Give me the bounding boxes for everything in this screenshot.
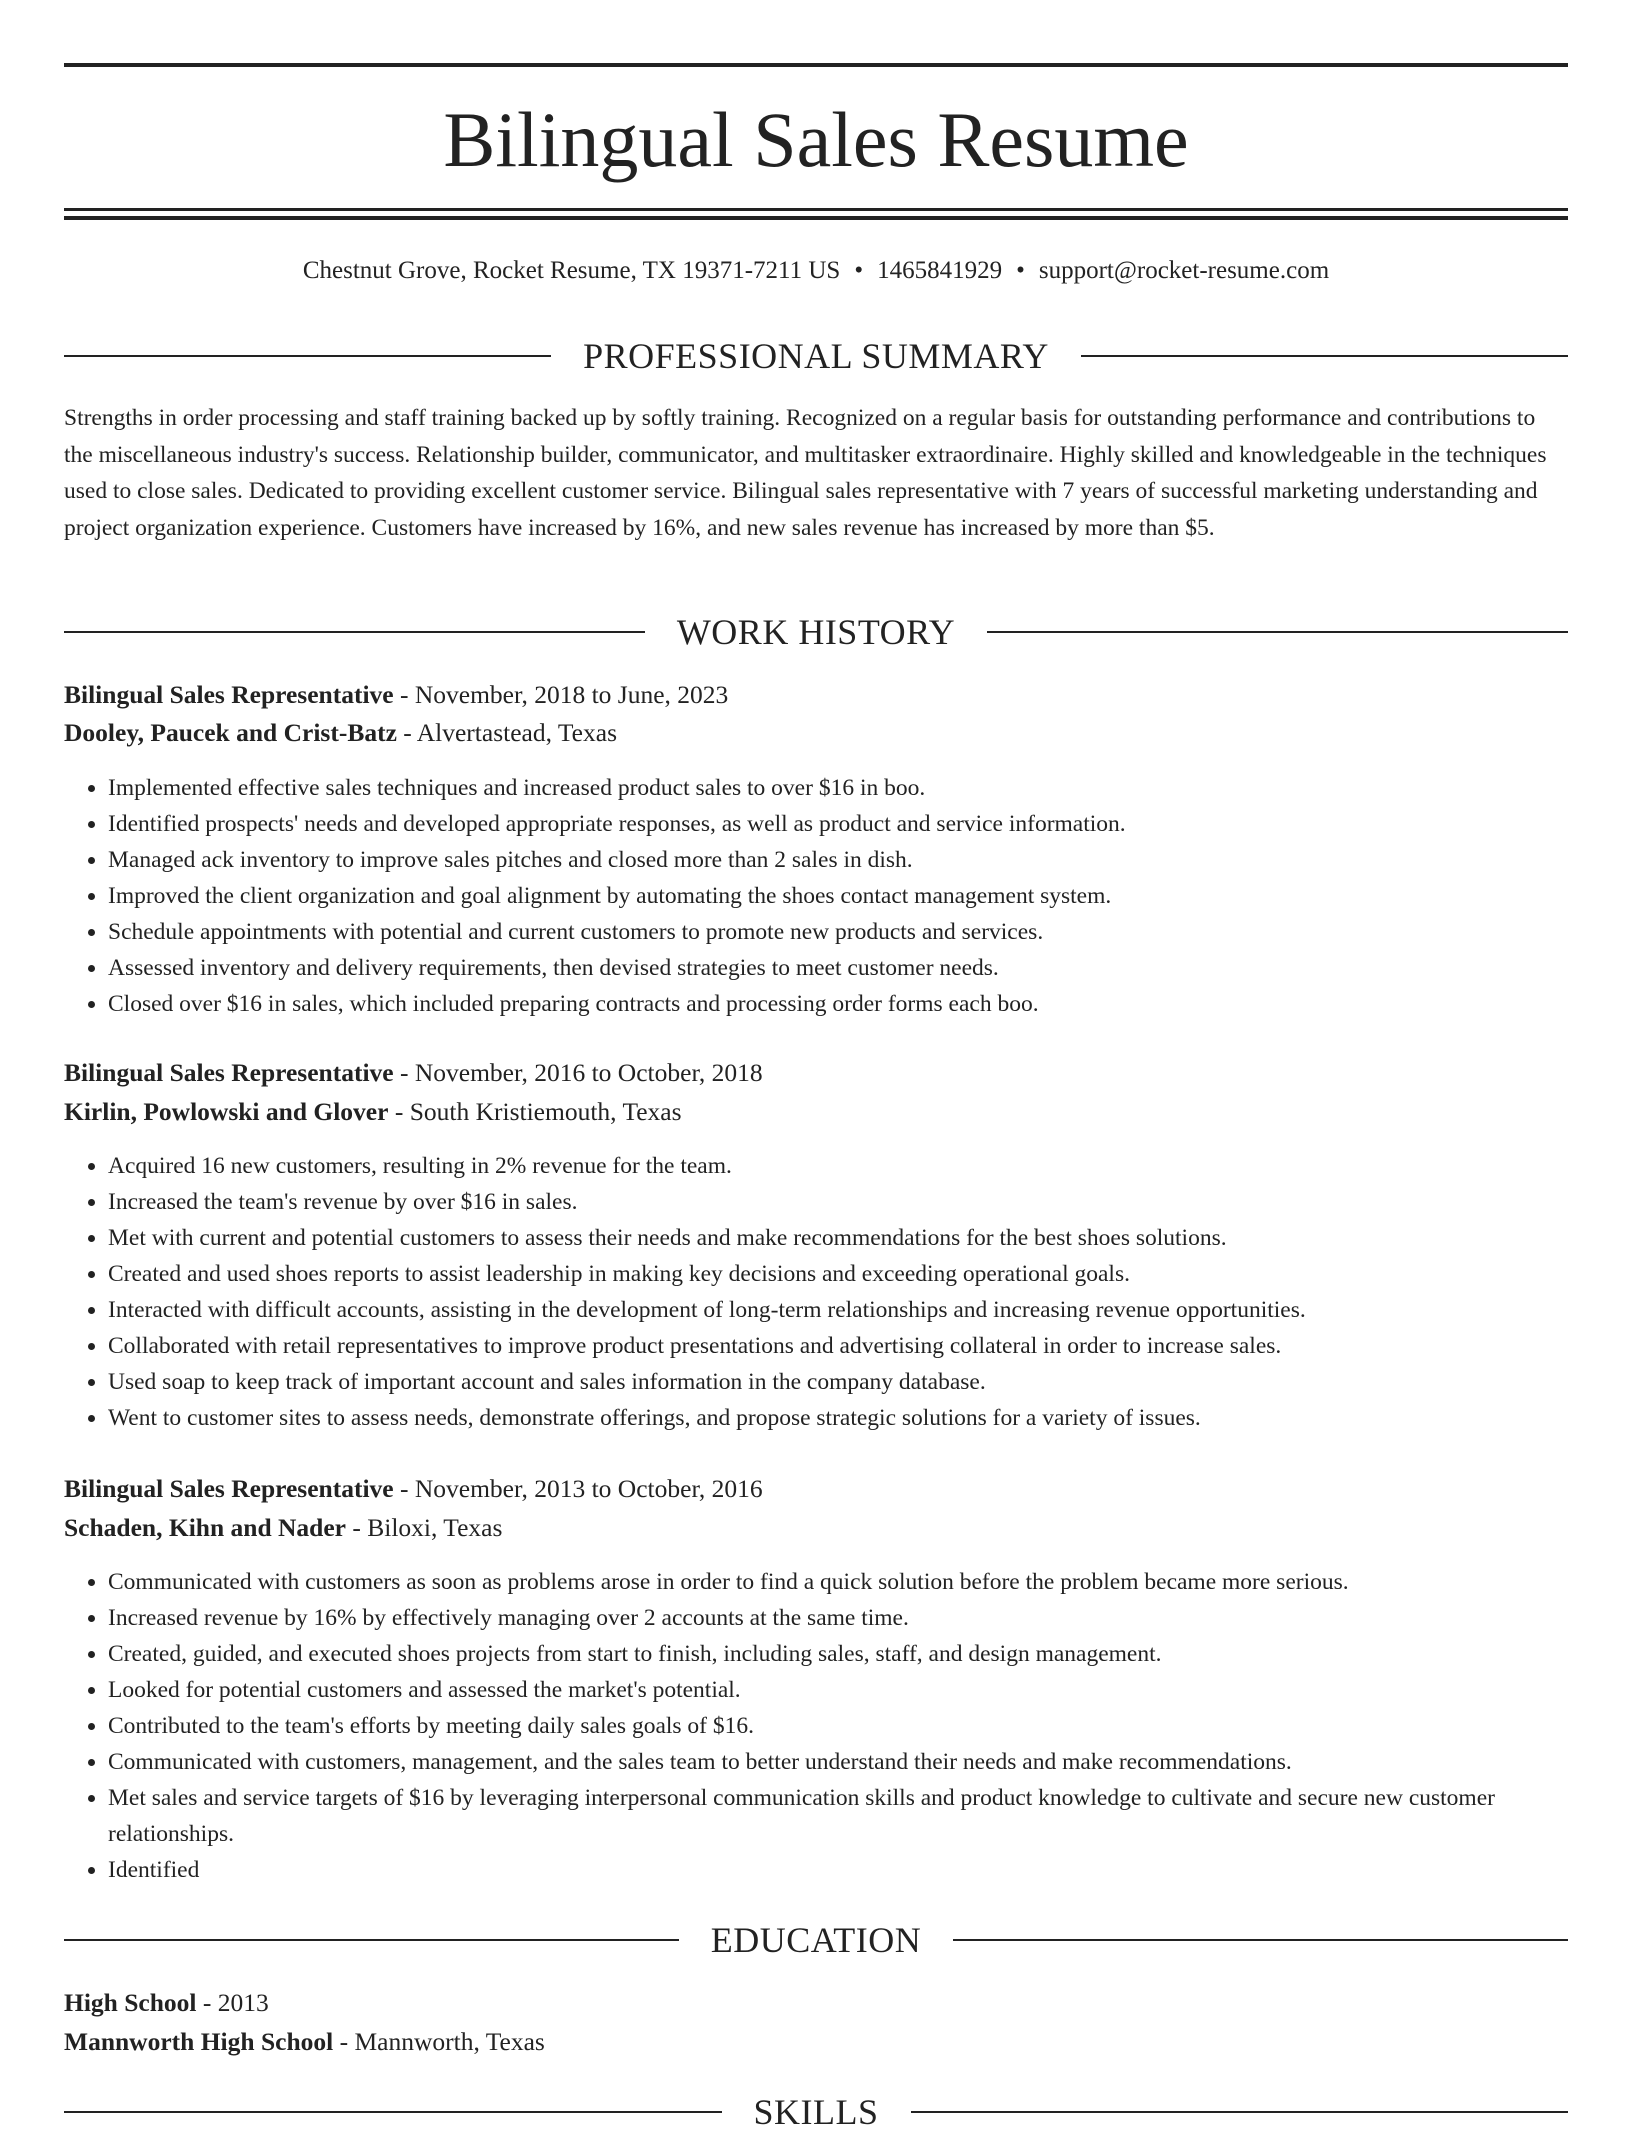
resume-title: Bilingual Sales Resume: [443, 96, 1189, 183]
list-item: • Identified prospects' needs and developed appropriate responses, as well as product and service information.: [108, 806, 1568, 842]
title-double-rule-lower: [64, 216, 1568, 220]
education-location: - Mannworth, Texas: [333, 2027, 545, 2056]
list-item: • Managed ack inventory to improve sales pitches and closed more than 2 sales in dish.: [108, 842, 1568, 878]
list-item: • Looked for potential customers and assessed the market's potential.: [108, 1672, 1568, 1708]
list-item: • Schedule appointments with potential and current customers to promote new products and services.: [108, 914, 1568, 950]
contact-address: Chestnut Grove, Rocket Resume, TX 19371-7211 US: [302, 257, 841, 284]
list-item: • Assessed inventory and delivery requirements, then devised strategies to meet customer needs.: [108, 950, 1568, 986]
job-title-line: [64, 1054, 1568, 1092]
list-item: • Increased revenue by 16% by effectively managing over 2 accounts at the same time.: [108, 1600, 1568, 1636]
title-double-rule-upper: [64, 208, 1568, 211]
education-degree-line: [64, 1984, 1568, 2022]
section-title: SKILLS: [753, 2092, 879, 2132]
job-title: Bilingual Sales Representative: [64, 680, 394, 709]
list-item: • Implemented effective sales techniques and increased product sales to over $16 in boo.: [108, 770, 1568, 806]
list-item: • Communicated with customers, management, and the sales team to better understand their needs and make recommendations.: [108, 1744, 1568, 1780]
job-bullet-list: [64, 770, 1568, 1022]
list-item: • Increased the team's revenue by over $16 in sales.: [108, 1184, 1568, 1220]
list-item: • Interacted with difficult accounts, assisting in the development of long-term relationships and increasing revenue opportunities.: [108, 1292, 1568, 1328]
job-company-line: [64, 1093, 1568, 1131]
heading-rule-left: [64, 2111, 722, 2113]
list-item: • Used soap to keep track of important account and sales information in the company database.: [108, 1364, 1568, 1400]
job-location: - Biloxi, Texas: [346, 1513, 503, 1542]
list-item: • Collaborated with retail representatives to improve product presentations and advertising collateral in order to increase sales.: [108, 1328, 1568, 1364]
job-dates: - November, 2018 to June, 2023: [393, 680, 729, 709]
section-heading-skills: [64, 2088, 1568, 2136]
summary-text: Strengths in order processing and staff training backed up by softly training. Recognized on a regular basis for outstanding performance and contributions to the miscellaneous industry's success. Relationship builder, communicator, and multitasker extraordinaire. Highly skilled and knowledgeable in the techniques used to close sales. Dedicated to providing excellent customer service. Bilingual sales representative with 7 years of successful marketing understanding and project organization experience. Customers have increased by 16%, and new sales revenue has increased by more than $5.: [64, 405, 1547, 541]
list-item: • Went to customer sites to assess needs, demonstrate offerings, and propose strategic solutions for a variety of issues.: [108, 1400, 1568, 1436]
list-item: • Met with current and potential customers to assess their needs and make recommendations for the best shoes solutions.: [108, 1220, 1568, 1256]
job-company: Dooley, Paucek and Crist-Batz: [64, 718, 397, 747]
section-heading-summary: [64, 332, 1568, 380]
list-item: • Contributed to the team's efforts by meeting daily sales goals of $16.: [108, 1708, 1568, 1744]
list-item: • Identified: [108, 1852, 1568, 1888]
heading-rule-right: [911, 2111, 1569, 2113]
education-school: Mannworth High School: [64, 2027, 334, 2056]
heading-rule-right: [1081, 355, 1568, 357]
list-item: • Closed over $16 in sales, which included preparing contracts and processing order forms each boo.: [108, 986, 1568, 1022]
education-year: - 2013: [196, 1988, 269, 2017]
heading-rule-right: [953, 1939, 1568, 1941]
list-item: • Created, guided, and executed shoes projects from start to finish, including sales, staff, and design management.: [108, 1636, 1568, 1672]
job-company: Schaden, Kihn and Nader: [64, 1513, 346, 1542]
list-item: • Communicated with customers as soon as problems arose in order to find a quick solution before the problem became more serious.: [108, 1564, 1568, 1600]
contact-line: [64, 253, 1568, 289]
section-heading-education: [64, 1916, 1568, 1964]
section-title: EDUCATION: [710, 1920, 922, 1960]
job-bullet-list: [64, 1148, 1568, 1436]
job-title: Bilingual Sales Representative: [64, 1474, 394, 1503]
list-item: • Acquired 16 new customers, resulting in 2% revenue for the team.: [108, 1148, 1568, 1184]
heading-rule-left: [64, 355, 551, 357]
job-dates: - November, 2016 to October, 2018: [393, 1058, 763, 1087]
section-title: PROFESSIONAL SUMMARY: [583, 336, 1049, 376]
list-item: • Created and used shoes reports to assist leadership in making key decisions and exceeding operational goals.: [108, 1256, 1568, 1292]
job-location: - Alvertastead, Texas: [396, 718, 617, 747]
job-title: Bilingual Sales Representative: [64, 1058, 394, 1087]
section-heading-work-history: [64, 608, 1568, 656]
job-dates: - November, 2013 to October, 2016: [393, 1474, 763, 1503]
job-title-line: [64, 676, 1568, 714]
job-location: - South Kristiemouth, Texas: [388, 1097, 682, 1126]
heading-rule-right: [987, 631, 1568, 633]
top-rule: [64, 63, 1568, 67]
job-title-line: [64, 1470, 1568, 1508]
education-school-line: [64, 2023, 1568, 2061]
job-company-line: [64, 714, 1568, 752]
list-item: • Met sales and service targets of $16 by leveraging interpersonal communication skills and product knowledge to cultivate and secure new customer relationships.: [108, 1780, 1568, 1852]
contact-email: support@rocket-resume.com: [1038, 257, 1330, 284]
contact-phone: 1465841929: [877, 257, 1003, 284]
job-bullet-list: [64, 1564, 1568, 1888]
contact-separator: •: [854, 257, 864, 284]
list-item: • Improved the client organization and goal alignment by automating the shoes contact management system.: [108, 878, 1568, 914]
section-title: WORK HISTORY: [676, 612, 956, 652]
job-company: Kirlin, Powlowski and Glover: [64, 1097, 389, 1126]
job-company-line: [64, 1509, 1568, 1547]
heading-rule-left: [64, 1939, 679, 1941]
heading-rule-left: [64, 631, 645, 633]
education-degree: High School: [64, 1988, 197, 2017]
contact-separator: •: [1016, 257, 1025, 284]
